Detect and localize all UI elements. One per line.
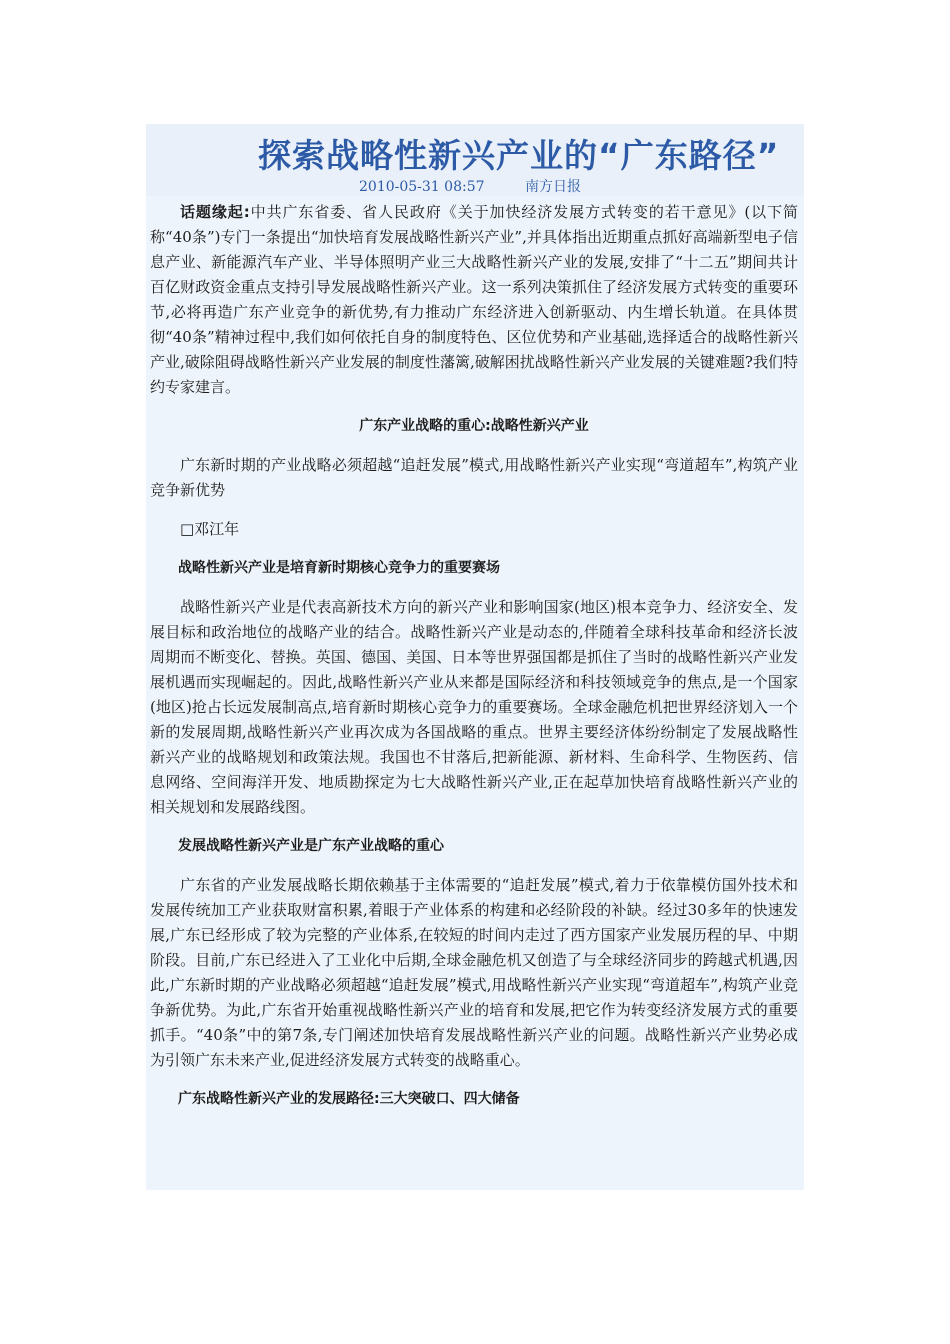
intro-paragraph <box>150 200 798 400</box>
subheading-2: 发展战略性新兴产业是广东产业战略的重心 <box>178 838 444 854</box>
paragraph-2: 广东省的产业发展战略长期依赖基于主体需要的“追赶发展”模式,着力于依靠模仿国外技术和发展传统加工产业获取财富积累,着眼于产业体系的构建和必经阶段的补缺。经过30多年的快速发展,广东已经形成了较为完整的产业体系,在较短的时间内走过了西方国家产业发展历程的早、中期阶段。目前,广东已经进入了工业化中后期,全球金融危机又创造了与全球经济同步的跨越式机遇,因此,广东新时期的产业战略必须超越“追赶发展”模式,用战略性新兴产业实现“弯道超车”,构筑产业竞争新优势。为此,广东省开始重视战略性新兴产业的培育和发展,把它作为转变经济发展方式的重要抓手。“40条”中的第7条,专门阐述加快培育发展战略性新兴产业的问题。战略性新兴产业势必成为引领广东未来产业,促进经济发展方式转变的战略重心。 <box>150 876 798 1069</box>
subheading-1: 战略性新兴产业是培育新时期核心竞争力的重要赛场 <box>178 560 500 576</box>
intro-label: 话题缘起: <box>180 203 250 221</box>
news-source: 南方日报 <box>524 179 581 195</box>
article-body <box>146 196 804 1112</box>
summary-paragraph: 广东新时期的产业战略必须超越“追赶发展”模式,用战略性新兴产业实现“弯道超车”,构筑产业竞争新优势 <box>150 456 798 499</box>
author-line: □邓江年 <box>180 520 240 538</box>
intro-text: 中共广东省委、省人民政府《关于加快经济发展方式转变的若干意见》(以下简称“40条”)专门一条提出“加快培育发展战略性新兴产业”,并具体指出近期重点抓好高端新型电子信息产业、新能源汽车产业、半导体照明产业三大战略性新兴产业的发展,安排了“十二五”期间共计百亿财政资金重点支持引导发展战略性新兴产业。这一系列决策抓住了经济发展方式转变的重要环节,必将再造广东产业竞争的新优势,有力推动广东经济进入创新驱动、内生增长轨道。在具体贯彻“40条”精神过程中,我们如何依托自身的制度特色、区位优势和产业基础,选择适合的战略性新兴产业,破除阻碍战略性新兴产业发展的制度性藩篱,破解困扰战略性新兴产业发展的关键难题?我们特约专家建言。 <box>150 203 799 396</box>
article-header <box>146 124 804 196</box>
article-meta <box>359 176 581 196</box>
subheading-3: 广东战略性新兴产业的发展路径:三大突破口、四大储备 <box>178 1091 520 1107</box>
publish-date: 2010-05-31 08:57 <box>359 179 485 195</box>
article-title: 探索战略性新兴产业的“广东路径” <box>258 136 780 175</box>
section-title: 广东产业战略的重心:战略性新兴产业 <box>359 418 589 434</box>
article <box>146 124 804 1190</box>
paragraph-1: 战略性新兴产业是代表高新技术方向的新兴产业和影响国家(地区)根本竞争力、经济安全、发展目标和政治地位的战略产业的结合。战略性新兴产业是动态的,伴随着全球科技革命和经济长波周期而不断变化、替换。英国、德国、美国、日本等世界强国都是抓住了当时的战略性新兴产业发展机遇而实现崛起的。因此,战略性新兴产业从来都是国际经济和科技领域竞争的焦点,是一个国家(地区)抢占长远发展制高点,培育新时期核心竞争力的重要赛场。全球金融危机把世界经济划入一个新的发展周期,战略性新兴产业再次成为各国战略的重点。世界主要经济体纷纷制定了发展战略性新兴产业的战略规划和政策法规。我国也不甘落后,把新能源、新材料、生命科学、生物医药、信息网络、空间海洋开发、地质勘探定为七大战略性新兴产业,正在起草加快培育战略性新兴产业的相关规划和发展路线图。 <box>150 598 798 816</box>
